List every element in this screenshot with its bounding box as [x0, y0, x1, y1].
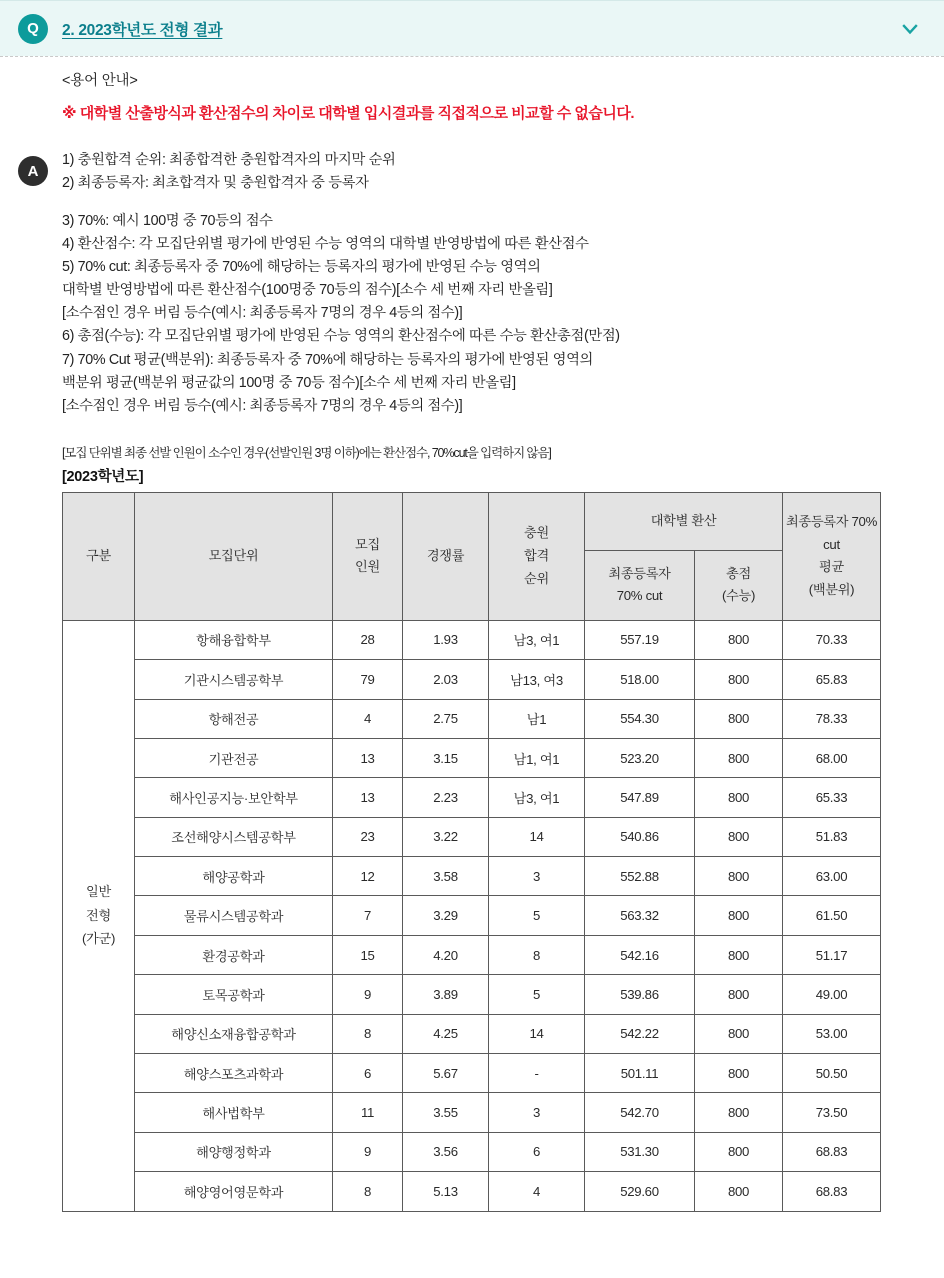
- cell-unit: 해양신소재융합공학과: [135, 1014, 333, 1053]
- faq-answer-body: [0, 57, 944, 1212]
- cell-rank: 14: [489, 817, 585, 856]
- cell-rate: 4.25: [403, 1014, 489, 1053]
- note-line-3: 3) 70%: 예시 100명 중 70등의 점수: [62, 212, 273, 229]
- cell-rate: 1.93: [403, 620, 489, 659]
- cell-percentile: 68.00: [783, 738, 881, 777]
- table-row: [63, 817, 881, 856]
- cell-rate: 3.89: [403, 975, 489, 1014]
- cell-percentile: 53.00: [783, 1014, 881, 1053]
- cell-cut: 552.88: [585, 857, 695, 896]
- note-line-5: 5) 70% cut: 최종등록자 중 70%에 해당하는 등록자의 평가에 반영된 수능 영역의: [62, 258, 541, 275]
- cell-rate: 3.58: [403, 857, 489, 896]
- cell-percentile: 68.83: [783, 1132, 881, 1171]
- cell-category: [63, 620, 135, 1211]
- cell-total: 800: [695, 975, 783, 1014]
- cell-quota: 8: [333, 1172, 403, 1211]
- cell-unit: 항해융합학부: [135, 620, 333, 659]
- cell-rate: 4.20: [403, 935, 489, 974]
- table-row: [63, 975, 881, 1014]
- table-row: [63, 738, 881, 777]
- cell-total: 800: [695, 699, 783, 738]
- table-row: [63, 1132, 881, 1171]
- cell-percentile: 65.33: [783, 778, 881, 817]
- cell-percentile: 51.83: [783, 817, 881, 856]
- cell-quota: 28: [333, 620, 403, 659]
- cell-cut: 523.20: [585, 738, 695, 777]
- cell-total: 800: [695, 620, 783, 659]
- table-row: [63, 896, 881, 935]
- cell-rate: 5.13: [403, 1172, 489, 1211]
- cell-unit: 해양행정학과: [135, 1132, 333, 1171]
- cell-unit: 토목공학과: [135, 975, 333, 1014]
- col-header-conv-cut-line1: 최종등록자: [608, 565, 671, 581]
- col-header-percentile-line2: cut: [823, 536, 840, 552]
- table-row: [63, 857, 881, 896]
- cell-rate: 2.75: [403, 699, 489, 738]
- cell-total: 800: [695, 1132, 783, 1171]
- cell-cut: 557.19: [585, 620, 695, 659]
- note-line-2: 2) 최종등록자: 최초합격자 및 충원합격자 중 등록자: [62, 175, 369, 192]
- cell-percentile: 68.83: [783, 1172, 881, 1211]
- answer-badge: A: [18, 156, 48, 186]
- cell-quota: 11: [333, 1093, 403, 1132]
- col-header-quota-line2: 인원: [355, 559, 380, 575]
- cell-unit: 환경공학과: [135, 935, 333, 974]
- cell-cut: 542.16: [585, 935, 695, 974]
- cell-quota: 6: [333, 1054, 403, 1093]
- cell-unit: 기관전공: [135, 738, 333, 777]
- cell-quota: 12: [333, 857, 403, 896]
- note-line-8: 6) 총점(수능): 각 모집단위별 평가에 반영된 수능 영역의 환산점수에 따른 수능 환산총점(만점): [62, 328, 620, 345]
- cell-rate: 5.67: [403, 1054, 489, 1093]
- col-header-rank-line2: 합격: [524, 547, 549, 563]
- cell-rank: 4: [489, 1172, 585, 1211]
- cell-unit: 항해전공: [135, 699, 333, 738]
- col-header-unit: 모집단위: [135, 492, 333, 620]
- cell-category-line1: 일반: [86, 884, 111, 900]
- cell-rate: 3.22: [403, 817, 489, 856]
- cell-percentile: 65.83: [783, 660, 881, 699]
- table-row: [63, 660, 881, 699]
- cell-rank: 남3, 여1: [489, 778, 585, 817]
- cell-percentile: 63.00: [783, 857, 881, 896]
- table-body: [63, 620, 881, 1211]
- cell-percentile: 50.50: [783, 1054, 881, 1093]
- cell-quota: 4: [333, 699, 403, 738]
- col-header-conv-cut: [585, 550, 695, 620]
- cell-total: 800: [695, 738, 783, 777]
- cell-rank: 5: [489, 896, 585, 935]
- cell-quota: 13: [333, 778, 403, 817]
- cell-total: 800: [695, 1054, 783, 1093]
- table-row: [63, 778, 881, 817]
- cell-rate: 3.55: [403, 1093, 489, 1132]
- cell-total: 800: [695, 1172, 783, 1211]
- cell-unit: 기관시스템공학부: [135, 660, 333, 699]
- cell-quota: 9: [333, 1132, 403, 1171]
- cell-unit: 해양스포츠과학과: [135, 1054, 333, 1093]
- cell-rate: 3.15: [403, 738, 489, 777]
- note-line-1: 1) 충원합격 순위: 최종합격한 충원합격자의 마지막 순위: [62, 152, 396, 169]
- faq-title-link[interactable]: 2. 2023학년도 전형 결과: [62, 21, 223, 39]
- cell-total: 800: [695, 778, 783, 817]
- col-header-quota-line1: 모집: [355, 536, 380, 552]
- cell-unit: 해양영어영문학과: [135, 1172, 333, 1211]
- term-guide-title: <용어 안내>: [62, 73, 138, 89]
- cell-rank: 3: [489, 1093, 585, 1132]
- col-header-percentile-line4: (백분위): [808, 581, 855, 597]
- cell-total: 800: [695, 857, 783, 896]
- cell-percentile: 78.33: [783, 699, 881, 738]
- cell-cut: 542.70: [585, 1093, 695, 1132]
- cell-quota: 9: [333, 975, 403, 1014]
- answer-badge-wrap: [18, 156, 48, 186]
- cell-rank: -: [489, 1054, 585, 1093]
- cell-cut: 563.32: [585, 896, 695, 935]
- comparison-warning: ※ 대학별 산출방식과 환산점수의 차이로 대학별 입시결과를 직접적으로 비교할 수 없습니다.: [62, 104, 635, 122]
- cell-cut: 518.00: [585, 660, 695, 699]
- cell-quota: 13: [333, 738, 403, 777]
- note-line-4: 4) 환산점수: 각 모집단위별 평가에 반영된 수능 영역의 대학별 반영방법에 따른 환산점수: [62, 235, 589, 252]
- cell-total: 800: [695, 1014, 783, 1053]
- cell-rate: 3.56: [403, 1132, 489, 1171]
- note-line-9: 7) 70% Cut 평균(백분위): 최종등록자 중 70%에 해당하는 등록자의 평가에 반영된 영역의: [62, 351, 593, 368]
- col-header-conv-total: [695, 550, 783, 620]
- cell-cut: 501.11: [585, 1054, 695, 1093]
- admission-results-table: [62, 492, 881, 1212]
- cell-rank: 남1: [489, 699, 585, 738]
- cell-cut: 539.86: [585, 975, 695, 1014]
- cell-quota: 7: [333, 896, 403, 935]
- table-row: [63, 1014, 881, 1053]
- cell-total: 800: [695, 935, 783, 974]
- col-header-conv-cut-line2: 70% cut: [616, 588, 663, 604]
- cell-total: 800: [695, 817, 783, 856]
- cell-percentile: 70.33: [783, 620, 881, 659]
- col-header-gubun: 구분: [63, 492, 135, 620]
- cell-total: 800: [695, 1093, 783, 1132]
- cell-percentile: 73.50: [783, 1093, 881, 1132]
- cell-rank: 남3, 여1: [489, 620, 585, 659]
- cell-unit: 해사인공지능·보안학부: [135, 778, 333, 817]
- cell-cut: 542.22: [585, 1014, 695, 1053]
- answer-content: [0, 71, 944, 486]
- question-badge: Q: [18, 14, 48, 44]
- cell-category-line3: (가군): [81, 931, 116, 947]
- cell-rank: 5: [489, 975, 585, 1014]
- col-header-percentile: [783, 492, 881, 620]
- col-header-rate: 경쟁률: [403, 492, 489, 620]
- col-header-rank-line1: 충원: [524, 525, 549, 541]
- col-header-rank-line3: 순위: [524, 570, 549, 586]
- cell-percentile: 61.50: [783, 896, 881, 935]
- cell-unit: 조선해양시스템공학부: [135, 817, 333, 856]
- notes-gap: [62, 196, 924, 210]
- cell-quota: 15: [333, 935, 403, 974]
- col-header-percentile-line3: 평균: [819, 559, 844, 575]
- table-header-row-1: [63, 492, 881, 550]
- cell-rank: 남1, 여1: [489, 738, 585, 777]
- table-row: [63, 1054, 881, 1093]
- col-header-percentile-line1: 최종등록자 70%: [785, 513, 878, 529]
- col-header-conversion-group: 대학별 환산: [585, 492, 783, 550]
- table-row: [63, 699, 881, 738]
- cell-rank: 6: [489, 1132, 585, 1171]
- cell-cut: 529.60: [585, 1172, 695, 1211]
- note-line-6: 대학별 반영방법에 따른 환산점수(100명중 70등의 점수)[소수 세 번째 자리 반올림]: [62, 282, 553, 299]
- note-line-11: [소수점인 경우 버림 등수(예시: 최종등록자 7명의 경우 4등의 점수)]: [62, 397, 463, 414]
- table-header: [63, 492, 881, 620]
- cell-quota: 8: [333, 1014, 403, 1053]
- cell-quota: 79: [333, 660, 403, 699]
- cell-rank: 8: [489, 935, 585, 974]
- col-header-conv-total-line2: (수능): [721, 588, 756, 604]
- cell-unit: 해양공학과: [135, 857, 333, 896]
- cell-percentile: 49.00: [783, 975, 881, 1014]
- results-table-wrap: [0, 492, 944, 1212]
- cell-quota: 23: [333, 817, 403, 856]
- faq-header[interactable]: [0, 0, 944, 56]
- table-row: [63, 1172, 881, 1211]
- cell-total: 800: [695, 896, 783, 935]
- cell-cut: 547.89: [585, 778, 695, 817]
- cell-cut: 540.86: [585, 817, 695, 856]
- cell-unit: 해사법학부: [135, 1093, 333, 1132]
- cell-cut: 531.30: [585, 1132, 695, 1171]
- cell-rank: 3: [489, 857, 585, 896]
- cell-rank: 남13, 여3: [489, 660, 585, 699]
- cell-unit: 물류시스템공학과: [135, 896, 333, 935]
- minimum-quota-note: [모집 단위별 최종 선발 인원이 소수인 경우(선발인원 3명 이하)에는 환산점수, 70%cut을 입력하지 않음]: [62, 445, 551, 460]
- cell-rank: 14: [489, 1014, 585, 1053]
- small-note-gap: [62, 418, 924, 444]
- table-row: [63, 620, 881, 659]
- col-header-quota: [333, 492, 403, 620]
- cell-percentile: 51.17: [783, 935, 881, 974]
- col-header-rank: [489, 492, 585, 620]
- year-label: [2023학년도]: [62, 468, 144, 485]
- note-line-7: [소수점인 경우 버림 등수(예시: 최종등록자 7명의 경우 4등의 점수)]: [62, 305, 463, 322]
- cell-category-line2: 전형: [86, 907, 111, 923]
- table-row: [63, 935, 881, 974]
- table-row: [63, 1093, 881, 1132]
- cell-rate: 2.03: [403, 660, 489, 699]
- cell-cut: 554.30: [585, 699, 695, 738]
- chevron-down-icon[interactable]: [898, 17, 922, 41]
- note-line-10: 백분위 평균(백분위 평균값의 100명 중 70등 점수)[소수 세 번째 자리 반올림]: [62, 374, 516, 391]
- cell-rate: 3.29: [403, 896, 489, 935]
- cell-rate: 2.23: [403, 778, 489, 817]
- col-header-conv-total-line1: 총점: [726, 565, 751, 581]
- cell-total: 800: [695, 660, 783, 699]
